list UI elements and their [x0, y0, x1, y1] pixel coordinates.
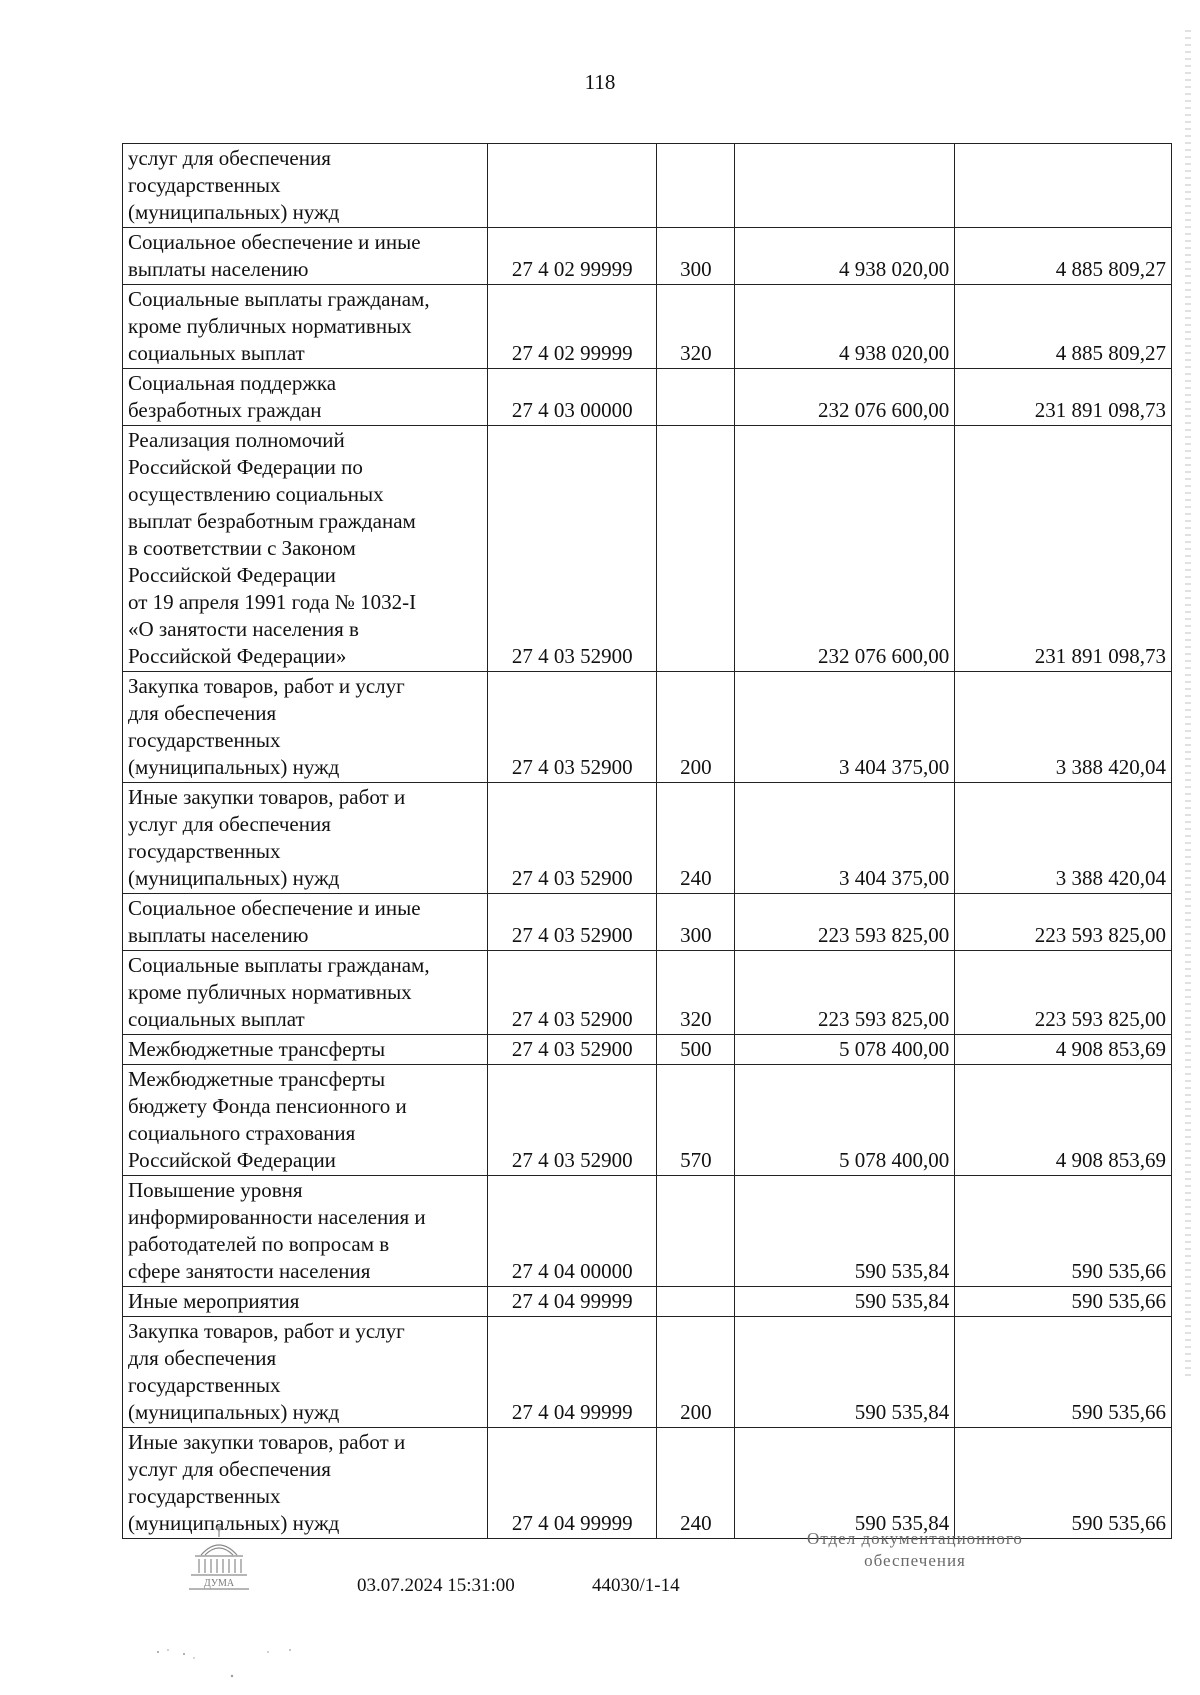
row-type-cell: [657, 369, 735, 426]
row-fact-cell: 4 885 809,27: [955, 228, 1172, 285]
row-name-cell: Социальное обеспечение и иные выплаты населению: [123, 228, 488, 285]
scan-edge-artifact: [1185, 30, 1191, 1380]
table-row: [123, 285, 1172, 369]
row-name-cell: Социальные выплаты гражданам, кроме публичных нормативных социальных выплат: [123, 285, 488, 369]
row-name-cell: Иные мероприятия: [123, 1287, 488, 1317]
row-type-cell: 320: [657, 285, 735, 369]
row-plan-cell: 590 535,84: [735, 1176, 955, 1287]
department-stamp: [765, 1528, 1065, 1572]
row-name-cell: Межбюджетные трансферты бюджету Фонда пенсионного и социального страхования Российской Федерации: [123, 1065, 488, 1176]
row-code-cell: 27 4 03 00000: [488, 369, 657, 426]
table-row: [123, 1287, 1172, 1317]
row-plan-cell: 223 593 825,00: [735, 894, 955, 951]
row-plan-cell: [735, 144, 955, 228]
row-type-cell: 240: [657, 1428, 735, 1539]
table-row: [123, 783, 1172, 894]
budget-table-body: [123, 144, 1172, 1539]
row-type-cell: 320: [657, 951, 735, 1035]
row-name-cell: Иные закупки товаров, работ и услуг для обеспечения государственных (муниципальных) нужд: [123, 783, 488, 894]
row-fact-cell: 3 388 420,04: [955, 672, 1172, 783]
duma-building-logo: [183, 1525, 255, 1595]
row-fact-cell: 231 891 098,73: [955, 426, 1172, 672]
table-row: [123, 369, 1172, 426]
row-name-cell: Повышение уровня информированности населения и работодателей по вопросам в сфере занятости населения: [123, 1176, 488, 1287]
table-row: [123, 894, 1172, 951]
row-code-cell: [488, 144, 657, 228]
row-plan-cell: 232 076 600,00: [735, 369, 955, 426]
row-plan-cell: 590 535,84: [735, 1428, 955, 1539]
row-type-cell: 500: [657, 1035, 735, 1065]
footer-document-number: 44030/1-14: [592, 1575, 680, 1596]
footer-datetime: 03.07.2024 15:31:00: [357, 1575, 515, 1596]
table-row: [123, 426, 1172, 672]
row-code-cell: 27 4 04 99999: [488, 1317, 657, 1428]
budget-table: [122, 143, 1172, 1539]
row-code-cell: 27 4 04 99999: [488, 1287, 657, 1317]
row-fact-cell: 590 535,66: [955, 1287, 1172, 1317]
table-row: [123, 1035, 1172, 1065]
row-plan-cell: 4 938 020,00: [735, 228, 955, 285]
row-fact-cell: 590 535,66: [955, 1176, 1172, 1287]
row-code-cell: 27 4 03 52900: [488, 1065, 657, 1176]
row-fact-cell: 4 908 853,69: [955, 1065, 1172, 1176]
table-row: [123, 951, 1172, 1035]
row-name-cell: Межбюджетные трансферты: [123, 1035, 488, 1065]
logo-lettering: ДУМА: [203, 1578, 235, 1589]
row-fact-cell: [955, 144, 1172, 228]
row-name-cell: услуг для обеспечения государственных (муниципальных) нужд: [123, 144, 488, 228]
row-name-cell: Закупка товаров, работ и услуг для обеспечения государственных (муниципальных) нужд: [123, 672, 488, 783]
row-type-cell: 240: [657, 783, 735, 894]
row-type-cell: [657, 426, 735, 672]
row-type-cell: 300: [657, 894, 735, 951]
row-code-cell: 27 4 03 52900: [488, 672, 657, 783]
row-name-cell: Закупка товаров, работ и услуг для обеспечения государственных (муниципальных) нужд: [123, 1317, 488, 1428]
table-row: [123, 144, 1172, 228]
row-type-cell: [657, 144, 735, 228]
row-fact-cell: 223 593 825,00: [955, 951, 1172, 1035]
row-type-cell: [657, 1176, 735, 1287]
row-name-cell: Социальная поддержка безработных граждан: [123, 369, 488, 426]
row-fact-cell: 4 885 809,27: [955, 285, 1172, 369]
row-fact-cell: 3 388 420,04: [955, 783, 1172, 894]
row-fact-cell: 590 535,66: [955, 1428, 1172, 1539]
table-row: [123, 228, 1172, 285]
row-plan-cell: 232 076 600,00: [735, 426, 955, 672]
row-code-cell: 27 4 03 52900: [488, 783, 657, 894]
row-plan-cell: 5 078 400,00: [735, 1065, 955, 1176]
row-type-cell: 200: [657, 1317, 735, 1428]
row-code-cell: 27 4 03 52900: [488, 426, 657, 672]
row-name-cell: Реализация полномочий Российской Федерации по осуществлению социальных выплат безработным гражданам в соответствии с Законом Российской Федерации от 19 апреля 1991 года № 1032-I «О занятости населения в Российской Федерации»: [123, 426, 488, 672]
row-code-cell: 27 4 04 99999: [488, 1428, 657, 1539]
row-fact-cell: 590 535,66: [955, 1317, 1172, 1428]
row-fact-cell: 4 908 853,69: [955, 1035, 1172, 1065]
row-type-cell: 300: [657, 228, 735, 285]
row-type-cell: [657, 1287, 735, 1317]
department-stamp-line2: обеспечения: [864, 1551, 966, 1570]
row-plan-cell: 5 078 400,00: [735, 1035, 955, 1065]
row-fact-cell: 223 593 825,00: [955, 894, 1172, 951]
row-plan-cell: 4 938 020,00: [735, 285, 955, 369]
table-row: [123, 1065, 1172, 1176]
table-row: [123, 1176, 1172, 1287]
page-number: 118: [584, 70, 616, 94]
table-row: [123, 672, 1172, 783]
row-type-cell: 570: [657, 1065, 735, 1176]
department-stamp-line1: Отдел документационного: [807, 1529, 1023, 1548]
row-name-cell: Иные закупки товаров, работ и услуг для обеспечения государственных (муниципальных) нужд: [123, 1428, 488, 1539]
row-plan-cell: 3 404 375,00: [735, 672, 955, 783]
row-name-cell: Социальные выплаты гражданам, кроме публичных нормативных социальных выплат: [123, 951, 488, 1035]
row-code-cell: 27 4 03 52900: [488, 951, 657, 1035]
table-row: [123, 1428, 1172, 1539]
row-plan-cell: 590 535,84: [735, 1317, 955, 1428]
row-name-cell: Социальное обеспечение и иные выплаты населению: [123, 894, 488, 951]
row-code-cell: 27 4 02 99999: [488, 228, 657, 285]
row-code-cell: 27 4 03 52900: [488, 1035, 657, 1065]
row-code-cell: 27 4 02 99999: [488, 285, 657, 369]
row-plan-cell: 3 404 375,00: [735, 783, 955, 894]
row-plan-cell: 223 593 825,00: [735, 951, 955, 1035]
row-fact-cell: 231 891 098,73: [955, 369, 1172, 426]
row-type-cell: 200: [657, 672, 735, 783]
row-code-cell: 27 4 04 00000: [488, 1176, 657, 1287]
row-plan-cell: 590 535,84: [735, 1287, 955, 1317]
table-row: [123, 1317, 1172, 1428]
scan-specks: [150, 1640, 330, 1680]
row-code-cell: 27 4 03 52900: [488, 894, 657, 951]
